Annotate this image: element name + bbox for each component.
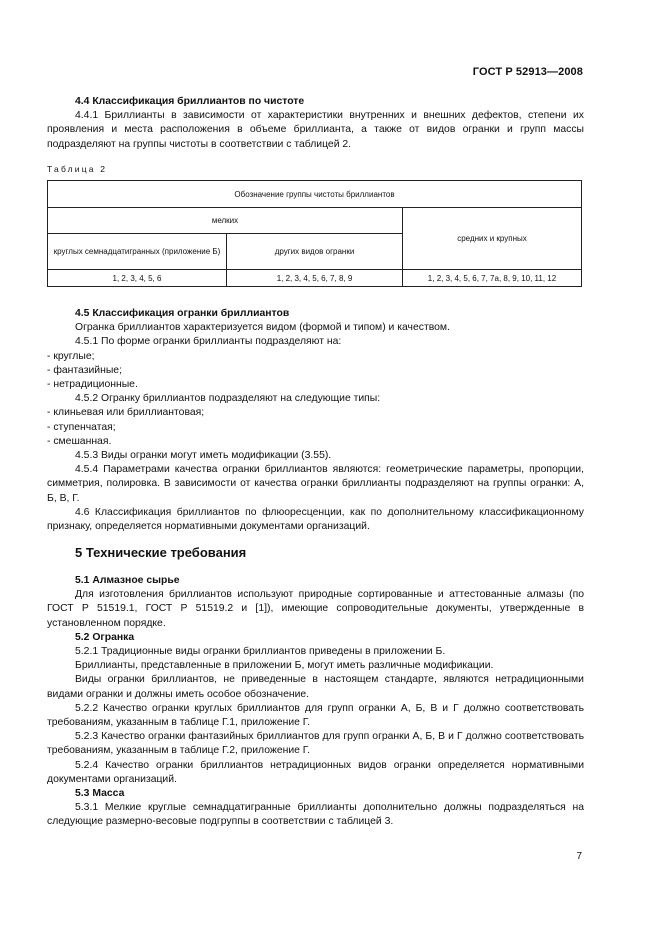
paragraph-4-5-intro: Огранка бриллиантов характеризуется видом (формой и типом) и качеством. [75,322,450,334]
table-cell-large: 1, 2, 3, 4, 5, 6, 7, 7а, 8, 9, 10, 11, 12 [403,270,582,287]
paragraph-4-5-3: 4.5.3 Виды огранки могут иметь модификации (3.55). [75,450,332,462]
section-5-3-heading: 5.3 Масса [75,788,125,800]
paragraph-5-2-3: 5.2.3 Качество огранки фантазийных бриллиантов для групп огранки А, Б, В и Г должно соответствовать требованиям, указанным в таблице Г.2, приложение Г. [47,731,584,757]
section-4-5-heading: 4.5 Классификация огранки бриллиантов [75,308,290,319]
paragraph-4-4-1: 4.4.1 Бриллианты в зависимости от характеристики внутренних и внешних дефектов, степени их проявления и места расположения в объеме бриллианта, а также от видов огранки и групп массы подразделяют на группы чистоты в соответствии с таблицей 2. [47,110,584,150]
section-5-2-heading: 5.2 Огранка [75,631,135,643]
list-item: - фантазийные; [47,364,122,376]
table-col-other: других видов огранки [227,234,403,270]
section-5-body [47,574,584,830]
list-item: - нетрадиционные. [47,379,138,391]
paragraph-5-2-1a: 5.2.1 Традиционные виды огранки бриллиантов приведены в приложении Б. [75,646,446,658]
paragraph-4-5-4: 4.5.4 Параметрами качества огранки бриллиантов являются: геометрические параметры, пропорции, симметрия, полировка. В зависимости от качества огранки бриллианты подразделяют на группы огранки: А, Б, В, Г. [47,464,584,504]
paragraph-5-1: Для изготовления бриллиантов используют природные сортированные и аттестованные алмазы (по ГОСТ Р 51519.1, ГОСТ Р 51519.2 и [1]), имеющие сопроводительные документы, утвержденные в установленном порядке. [47,589,584,629]
paragraph-4-5-1: 4.5.1 По форме огранки бриллианты подразделяют на: [75,336,342,348]
list-item: - круглые; [47,350,95,362]
section-4-5 [47,307,584,534]
table-header-large: средних и крупных [403,208,582,270]
table-header-small: мелких [48,208,403,234]
list-item: - смешанная. [47,435,112,447]
table-cell-other: 1, 2, 3, 4, 5, 6, 7, 8, 9 [227,270,403,287]
list-item: - клиньевая или бриллиантовая; [47,407,205,419]
paragraph-5-2-1b: Бриллианты, представленные в приложении Б, могут иметь различные модификации. [75,660,494,672]
paragraph-5-2-4: 5.2.4 Качество огранки бриллиантов нетрадиционных видов огранки определяется нормативными документами организаций. [47,759,584,785]
table-header-main: Обозначение группы чистоты бриллиантов [48,181,582,208]
table-caption: Таблица 2 [47,164,108,174]
section-4-4-heading: 4.4 Классификация бриллиантов по чистоте [75,96,305,107]
list-item: - ступенчатая; [47,421,116,433]
paragraph-5-2-2: 5.2.2 Качество огранки круглых бриллиантов для групп огранки А, Б, В и Г должно соответствовать требованиям, указанным в таблице Г.1, приложение Г. [47,702,584,729]
table-2 [47,180,582,287]
paragraph-4-6: 4.6 Классификация бриллиантов по флюоресценции, как по дополнительному классификационному признаку, определяется нормативными документами организаций. [47,506,584,533]
section-5-1-heading: 5.1 Алмазное сырье [75,575,180,586]
paragraph-4-5-2: 4.5.2 Огранку бриллиантов подразделяют на следующие типы: [75,393,381,405]
table-col-round: круглых семнадцатигранных (приложение Б) [48,234,227,270]
standard-code: ГОСТ Р 52913—2008 [472,66,583,78]
paragraph-5-3-1: 5.3.1 Мелкие круглые семнадцатигранные бриллианты дополнительно должны подразделяться на следующие размерно-весовые подгруппы в соответствии с таблицей 3. [47,802,584,828]
section-5-title: 5 Технические требования [75,545,247,560]
section-4-4 [47,95,584,152]
page-number: 7 [576,851,582,862]
paragraph-5-2-1c: Виды огранки бриллиантов, не приведенные в настоящем стандарте, являются нетрадиционными видами огранки и должны иметь особое обозначение. [47,674,584,700]
table-cell-round: 1, 2, 3, 4, 5, 6 [48,270,227,287]
